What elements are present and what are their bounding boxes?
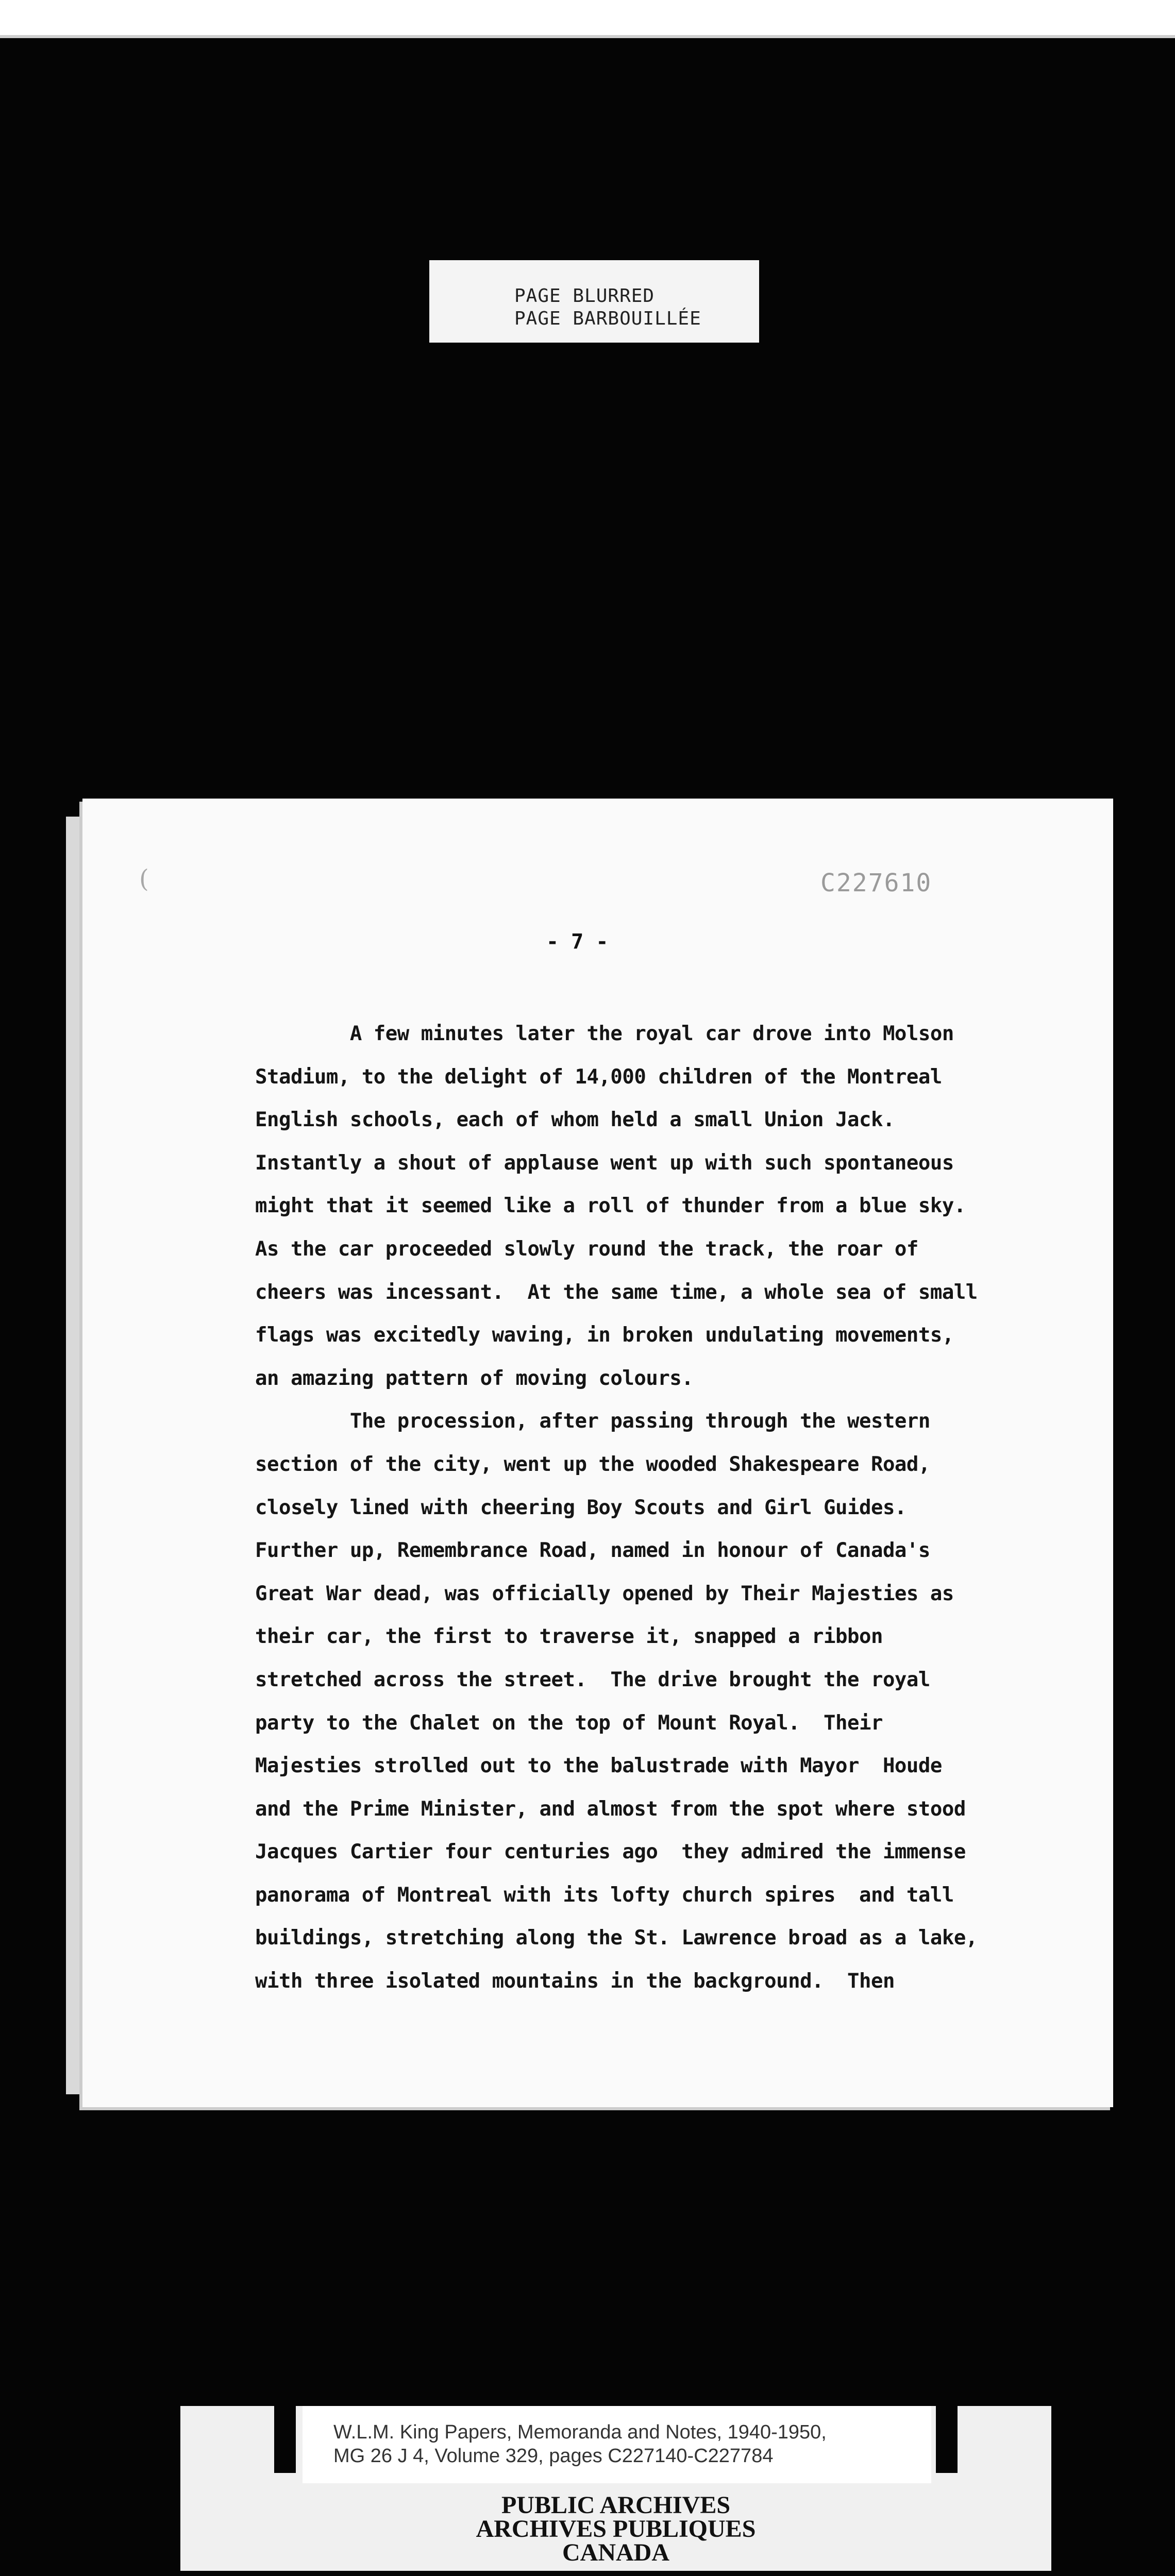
text-line: party to the Chalet on the top of Mount Royal. Their (255, 1711, 883, 1735)
text-line: English schools, each of whom held a small Union Jack. (255, 1108, 895, 1132)
text-line: A few minutes later the royal car drove into Molson (255, 1022, 954, 1045)
document-number: C227610 (820, 869, 932, 897)
text-line: closely lined with cheering Boy Scouts and Girl Guides. (255, 1496, 907, 1519)
text-line: As the car proceeded slowly round the track, the roar of (255, 1237, 918, 1261)
archives-heading-en: PUBLIC ARCHIVES (501, 2492, 731, 2519)
text-line: an amazing pattern of moving colours. (255, 1366, 694, 1390)
text-line: Further up, Remembrance Road, named in honour of Canada's (255, 1539, 930, 1563)
text-line: flags was excitedly waving, in broken undulating movements, (255, 1324, 954, 1347)
text-line: their car, the first to traverse it, snapped a ribbon (255, 1625, 883, 1649)
page-blurred-label-fr: PAGE BARBOUILLÉE (514, 308, 701, 329)
text-line: Majesties strolled out to the balustrade with Mayor Houde (255, 1754, 942, 1778)
text-line: Instantly a shout of applause went up with such spontaneous (255, 1151, 954, 1175)
text-line: Great War dead, was officially opened by Their Majesties as (255, 1582, 954, 1605)
text-line: stretched across the street. The drive brought the royal (255, 1668, 930, 1691)
text-line: with three isolated mountains in the background. Then (255, 1970, 895, 1993)
text-line: buildings, stretching along the St. Lawrence broad as a lake, (255, 1926, 978, 1950)
citation-line-2: MG 26 J 4, Volume 329, pages C227140-C227784 (333, 2445, 774, 2467)
page-blurred-label-en: PAGE BLURRED (514, 285, 655, 307)
text-line: section of the city, went up the wooded Shakespeare Road, (255, 1452, 930, 1476)
label-notch-right (936, 2406, 958, 2473)
citation-line-1: W.L.M. King Papers, Memoranda and Notes, 1940-1950, (333, 2421, 827, 2443)
text-line: cheers was incessant. At the same time, a whole sea of small (255, 1280, 978, 1304)
document-page (82, 799, 1113, 2107)
page-number: - 7 - (546, 930, 609, 954)
text-line: Stadium, to the delight of 14,000 children of the Montreal (255, 1065, 942, 1089)
page-blurred-label (429, 260, 759, 343)
archives-heading-fr: ARCHIVES PUBLIQUES (476, 2515, 756, 2543)
collection-citation (303, 2406, 931, 2483)
archives-label (180, 2406, 1051, 2571)
top-film-edge (0, 0, 1175, 38)
page-corner-mark: ( (139, 865, 149, 893)
text-line: panorama of Montreal with its lofty church spires and tall (255, 1883, 954, 1907)
archives-heading-country: CANADA (562, 2539, 669, 2566)
text-line: The procession, after passing through the western (255, 1410, 930, 1433)
text-line: and the Prime Minister, and almost from the spot where stood (255, 1797, 966, 1821)
archives-heading (180, 2494, 1051, 2565)
text-line: might that it seemed like a roll of thunder from a blue sky. (255, 1194, 966, 1218)
text-line: Jacques Cartier four centuries ago they admired the immense (255, 1840, 966, 1864)
label-notch-left (274, 2406, 296, 2473)
typed-body-text (255, 1012, 1121, 2003)
